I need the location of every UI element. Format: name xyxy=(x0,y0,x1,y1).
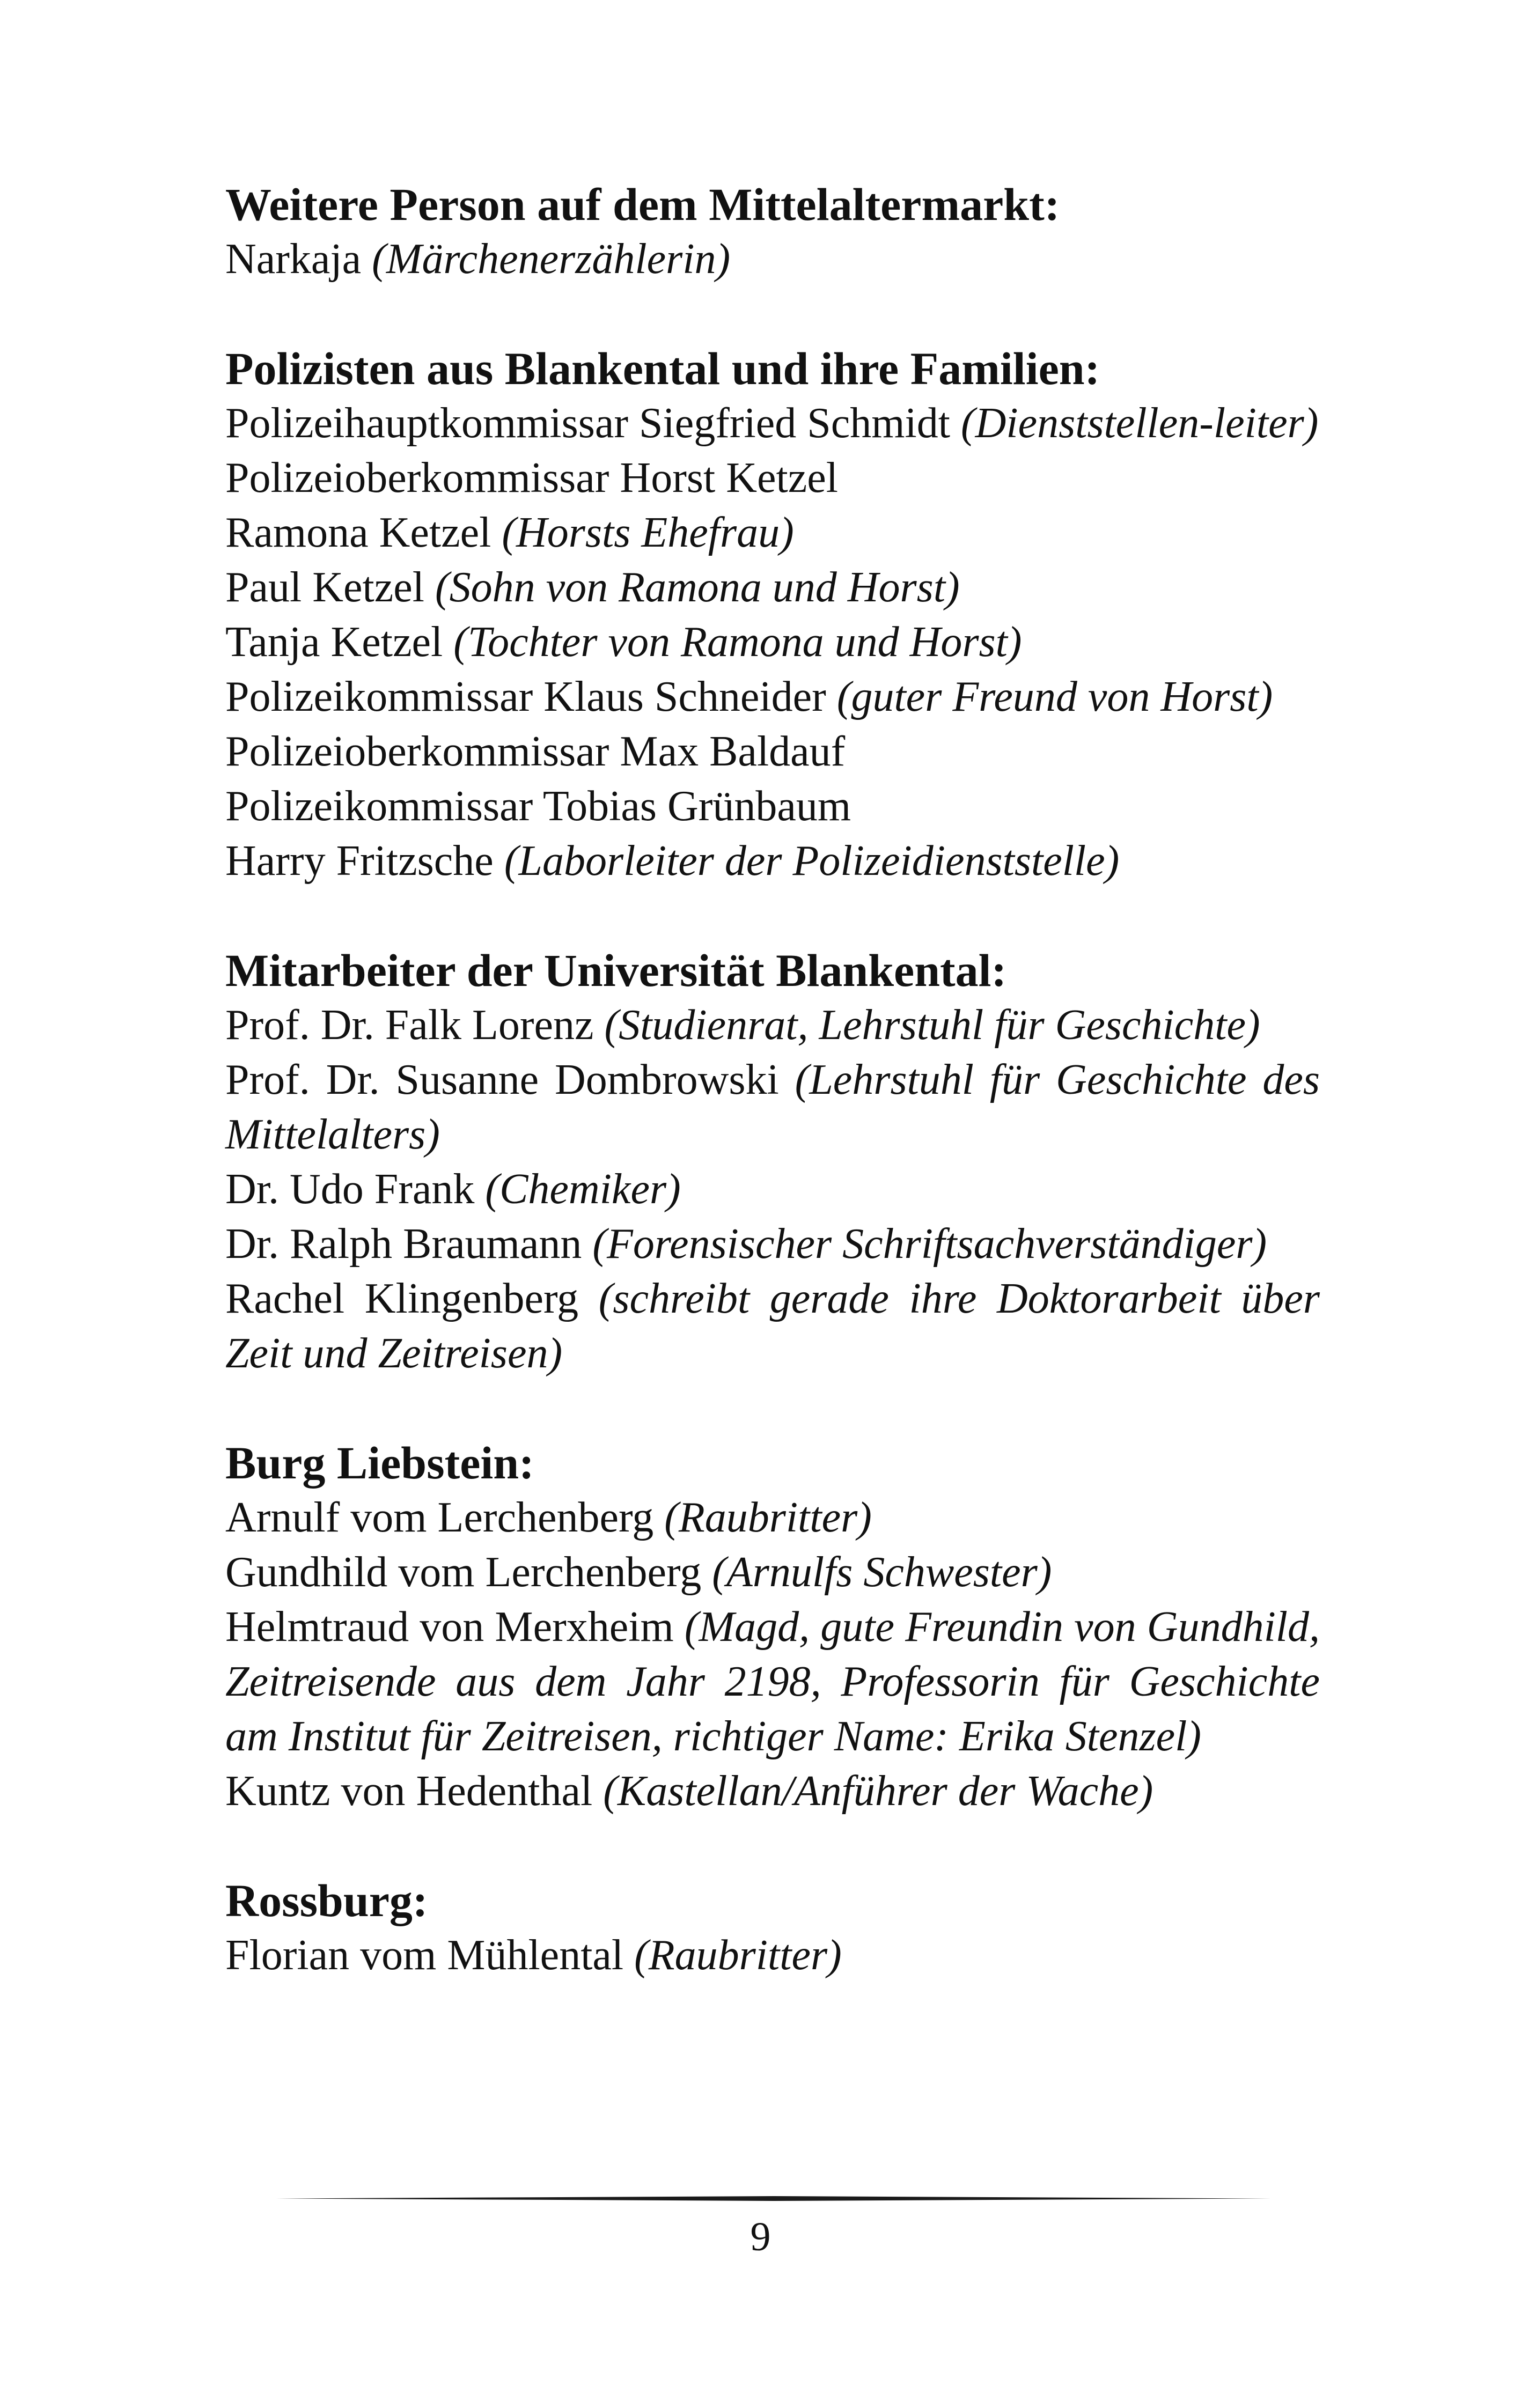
character-role: (Kastellan/Anführer der Wache) xyxy=(603,1768,1153,1815)
character-role: (Studienrat, Lehrstuhl für Geschichte) xyxy=(604,1002,1260,1049)
character-name: Narkaja xyxy=(225,235,362,283)
character-name: Dr. Udo Frank xyxy=(225,1166,475,1213)
character-name: Polizeihauptkommissar Siegfried Schmidt xyxy=(225,400,950,447)
character-entry xyxy=(225,615,1320,669)
character-name: Kuntz von Hedenthal xyxy=(225,1768,593,1815)
character-role: (Raubritter) xyxy=(664,1494,872,1541)
character-role: (Laborleiter der Polizeidienststelle) xyxy=(504,837,1120,885)
character-name: Arnulf vom Lerchenberg xyxy=(225,1494,654,1541)
character-role: (guter Freund von Horst) xyxy=(836,673,1273,720)
character-role: (Märchenerzählerin) xyxy=(372,235,731,283)
character-role: (Lehrstuhl für Geschichte des Mittelalters) xyxy=(225,1056,1320,1158)
section-heading: Polizisten aus Blankental und ihre Familien: xyxy=(225,343,1100,394)
section-burg-liebstein xyxy=(225,1435,1320,1818)
character-entry xyxy=(225,1545,1320,1600)
character-entry xyxy=(225,1217,1320,1271)
character-name: Harry Fritzsche xyxy=(225,837,494,885)
character-role: (schreibt gerade ihre Doktorarbeit über Zeit und Zeitreisen) xyxy=(225,1275,1320,1377)
character-entry xyxy=(225,1764,1320,1818)
section-polizisten xyxy=(225,341,1320,888)
character-name: Ramona Ketzel xyxy=(225,509,491,556)
character-entry xyxy=(225,560,1320,615)
character-name: Polizeioberkommissar Horst Ketzel xyxy=(225,454,838,502)
character-role: (Arnulfs Schwester) xyxy=(712,1549,1052,1596)
character-role: (Raubritter) xyxy=(634,1932,842,1979)
character-name: Polizeioberkommissar Max Baldauf xyxy=(225,728,846,775)
character-name: Gundhild vom Lerchenberg xyxy=(225,1549,702,1596)
character-name: Prof. Dr. Susanne Dombrowski xyxy=(225,1056,779,1103)
character-name: Polizeikommissar Tobias Grünbaum xyxy=(225,783,851,830)
character-entry xyxy=(225,1271,1320,1381)
character-entry xyxy=(225,779,1320,834)
character-entry xyxy=(225,232,1320,286)
character-role: (Sohn von Ramona und Horst) xyxy=(435,564,960,611)
character-entry xyxy=(225,451,1320,505)
character-entry xyxy=(225,1490,1320,1545)
section-rossburg xyxy=(225,1873,1320,1983)
character-entry xyxy=(225,724,1320,779)
character-role: (Forensischer Schriftsachverständiger) xyxy=(592,1220,1267,1268)
section-heading: Burg Liebstein: xyxy=(225,1437,534,1489)
character-entry xyxy=(225,1928,1320,1983)
character-role: (Horsts Ehefrau) xyxy=(502,509,794,556)
character-entry xyxy=(225,834,1320,888)
section-heading: Rossburg: xyxy=(225,1875,428,1926)
section-heading: Mitarbeiter der Universität Blankental: xyxy=(225,945,1007,996)
character-name: Polizeikommissar Klaus Schneider xyxy=(225,673,826,720)
character-name: Helmtraud von Merxheim xyxy=(225,1603,674,1651)
section-mittelaltermarkt xyxy=(225,177,1320,286)
character-entry xyxy=(225,1162,1320,1217)
page-content xyxy=(225,177,1320,2037)
character-role: (Magd, gute Freundin von Gundhild, Zeitreisende aus dem Jahr 2198, Professorin für Geschichte am Institut für Zeitreisen, richtiger Name: Erika Stenzel) xyxy=(225,1603,1320,1760)
section-universitaet xyxy=(225,943,1320,1381)
footer-divider xyxy=(276,2196,1272,2201)
character-role: (Dienststellen-leiter) xyxy=(960,400,1319,447)
character-name: Dr. Ralph Braumann xyxy=(225,1220,582,1268)
character-role: (Chemiker) xyxy=(485,1166,681,1213)
character-entry xyxy=(225,998,1320,1052)
character-name: Prof. Dr. Falk Lorenz xyxy=(225,1002,594,1049)
character-entry xyxy=(225,396,1320,451)
character-entry xyxy=(225,1600,1320,1764)
character-entry xyxy=(225,505,1320,560)
character-name: Paul Ketzel xyxy=(225,564,424,611)
character-name: Rachel Klingenberg xyxy=(225,1275,579,1322)
character-entry xyxy=(225,669,1320,724)
character-entry xyxy=(225,1052,1320,1162)
character-role: (Tochter von Ramona und Horst) xyxy=(453,618,1022,666)
character-name: Tanja Ketzel xyxy=(225,618,443,666)
section-heading: Weitere Person auf dem Mittelaltermarkt: xyxy=(225,179,1060,230)
page-number: 9 xyxy=(750,2214,771,2259)
character-name: Florian vom Mühlental xyxy=(225,1932,624,1979)
